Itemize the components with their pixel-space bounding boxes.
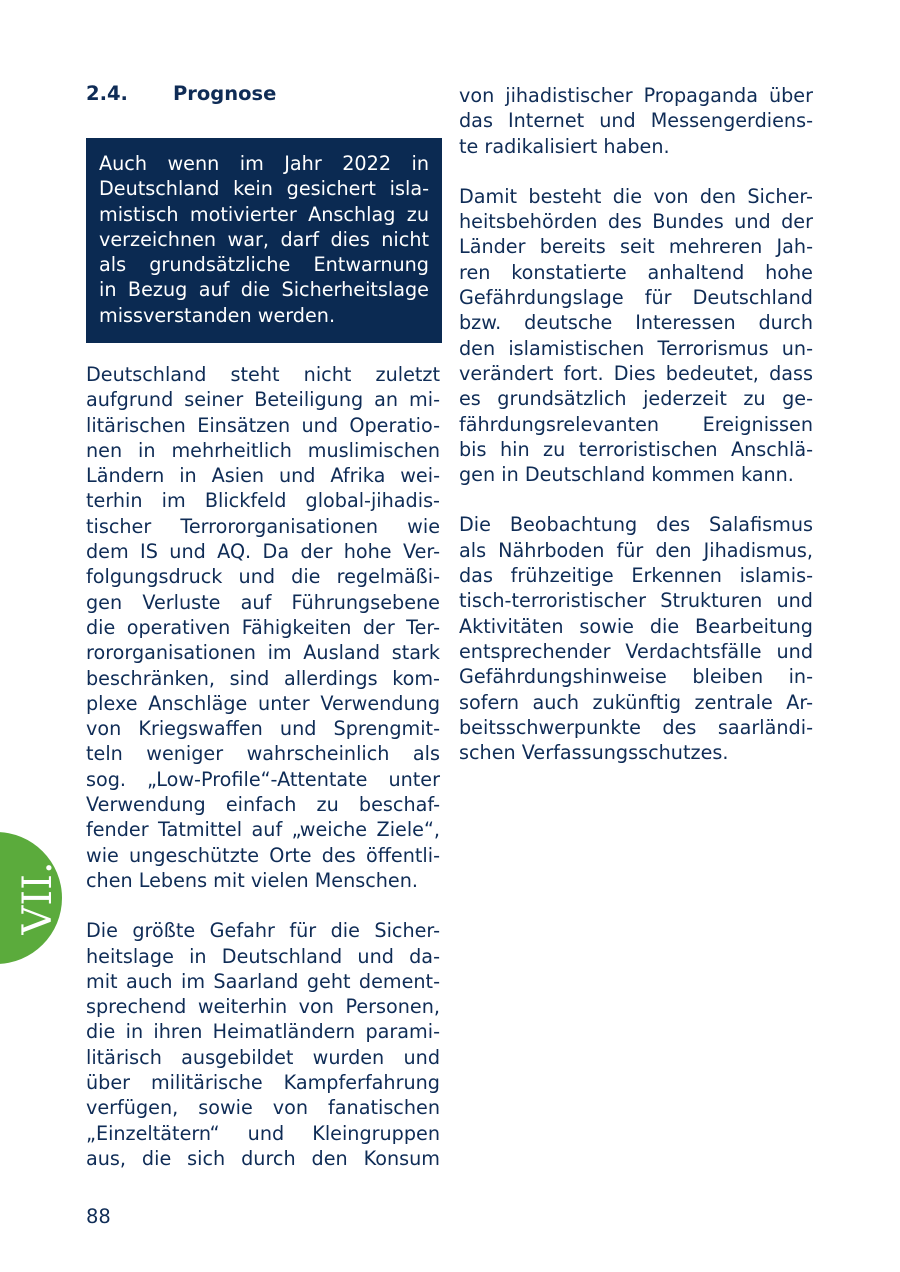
paragraph [86,918,440,1171]
text-line: die operativen Fähigkeiten der Ter- [86,615,440,639]
text-line: teln weniger wahrscheinlich als [86,742,440,766]
text-line: verfügen, sowie von fanatischen [86,1096,440,1120]
text-line: aufgrund seiner Beteiligung an mi- [86,388,440,412]
text-line: Verwendung einfach zu beschaf- [86,793,440,817]
text-line: den islamistischen Terrorismus un- [459,336,813,360]
text-line: bzw. deutsche Interessen durch [459,311,813,335]
callout-line: mistisch motivierter Anschlag zu [99,202,429,226]
text-line: sofern auch zukünftig zentrale Ar- [459,690,813,714]
text-line: fender Tatmittel auf „weiche Ziele“, [86,818,440,842]
text-line: te radikalisiert haben. [459,134,670,158]
text-line: terhin im Blickfeld global-jihadis- [86,489,440,513]
paragraph [86,362,440,893]
text-line: es grundsätzlich jederzeit zu ge- [459,387,813,411]
text-line: gen in Deutschland kommen kann. [459,463,794,487]
text-line: plexe Anschläge unter Verwendung [86,691,440,715]
text-line: nen in mehrheitlich muslimischen [86,438,440,462]
callout-line: Auch wenn im Jahr 2022 in [99,152,429,175]
section-heading [86,82,276,105]
text-line: chen Lebens mit vielen Menschen. [86,868,418,892]
text-line: litärischen Einsätzen und Operatio- [86,413,440,437]
text-line: von jihadistischer Propaganda über [459,84,813,107]
text-line: Gefährdungslage für Deutschland [459,286,813,310]
text-line: rororganisationen im Ausland stark [86,641,440,665]
text-line: ren konstatierte anhaltend hohe [459,260,813,284]
text-line: Aktivitäten sowie die Bearbeitung [459,614,813,638]
paragraph [459,512,813,765]
text-line: als Nährboden für den Jihadismus, [459,538,813,562]
callout-line: in Bezug auf die Sicherheitslage [99,278,429,302]
right-column [459,83,813,790]
section-title: Prognose [173,82,277,105]
text-line: Die Beobachtung des Salafismus [459,513,813,537]
text-line: folgungsdruck und die regelmäßi- [86,565,440,589]
text-line: beitsschwerpunkte des saarländi- [459,715,813,739]
text-line: über militärische Kampferfahrung [86,1071,440,1095]
text-line: verändert fort. Dies bedeutet, dass [459,361,813,385]
text-line: schen Verfassungsschutzes. [459,741,729,765]
text-line: Länder bereits seit mehreren Jah- [459,235,813,259]
left-column [86,362,440,1196]
text-line: bis hin zu terroristischen Anschlä- [459,437,813,461]
callout-line: missverstanden werden. [99,303,336,327]
callout-box [86,138,442,343]
text-line: tischer Terrororganisationen wie [86,514,440,538]
text-line: gen Verluste auf Führungsebene [86,590,440,614]
callout-line: verzeichnen war, darf dies nicht [99,227,429,251]
text-line: litärisch ausgebildet wurden und [86,1045,440,1069]
text-line: wie ungeschützte Orte des öffentli- [86,843,440,867]
text-line: heitsbehörden des Bundes und der [459,210,813,234]
text-line: die in ihren Heimatländern parami- [86,1020,440,1044]
text-line: dem IS und AQ. Da der hohe Ver- [86,540,440,564]
text-line: beschränken, sind allerdings kom- [86,666,440,690]
text-line: aus, die sich durch den Konsum [86,1146,440,1170]
text-line: Ländern in Asien und Afrika wei- [86,464,440,488]
text-line: entsprechender Verdachtsfälle und [459,639,813,663]
paragraph [459,184,813,488]
text-line: Damit besteht die von den Sicher- [459,184,813,208]
chapter-label: VII. [15,861,61,935]
text-line: „Einzeltätern“ und Kleingruppen [86,1121,440,1145]
text-line: Deutschland steht nicht zuletzt [86,363,440,386]
text-line: mit auch im Saarland geht dement- [86,969,440,993]
text-line: von Kriegswaffen und Sprengmit- [86,717,440,741]
text-line: das Internet und Messengerdiens- [459,109,813,133]
text-line: fährdungsrelevanten Ereignissen [459,412,813,436]
text-line: sprechend weiterhin von Personen, [86,995,440,1019]
callout-line: als grundsätzliche Entwarnung [99,253,429,277]
text-line: sog. „Low-Profile“-Attentate unter [86,767,440,791]
text-line: tisch-terroristischer Strukturen und [459,589,813,613]
text-line: das frühzeitige Erkennen islamis- [459,564,813,588]
callout-line: Deutschland kein gesichert isla- [99,177,429,201]
page-number: 88 [86,1205,111,1228]
text-line: Gefährdungshinweise bleiben in- [459,665,813,689]
paragraph [459,83,813,159]
section-number: 2.4. [86,82,128,105]
text-line: Die größte Gefahr für die Sicher- [86,919,440,943]
text-line: heitslage in Deutschland und da- [86,944,440,968]
